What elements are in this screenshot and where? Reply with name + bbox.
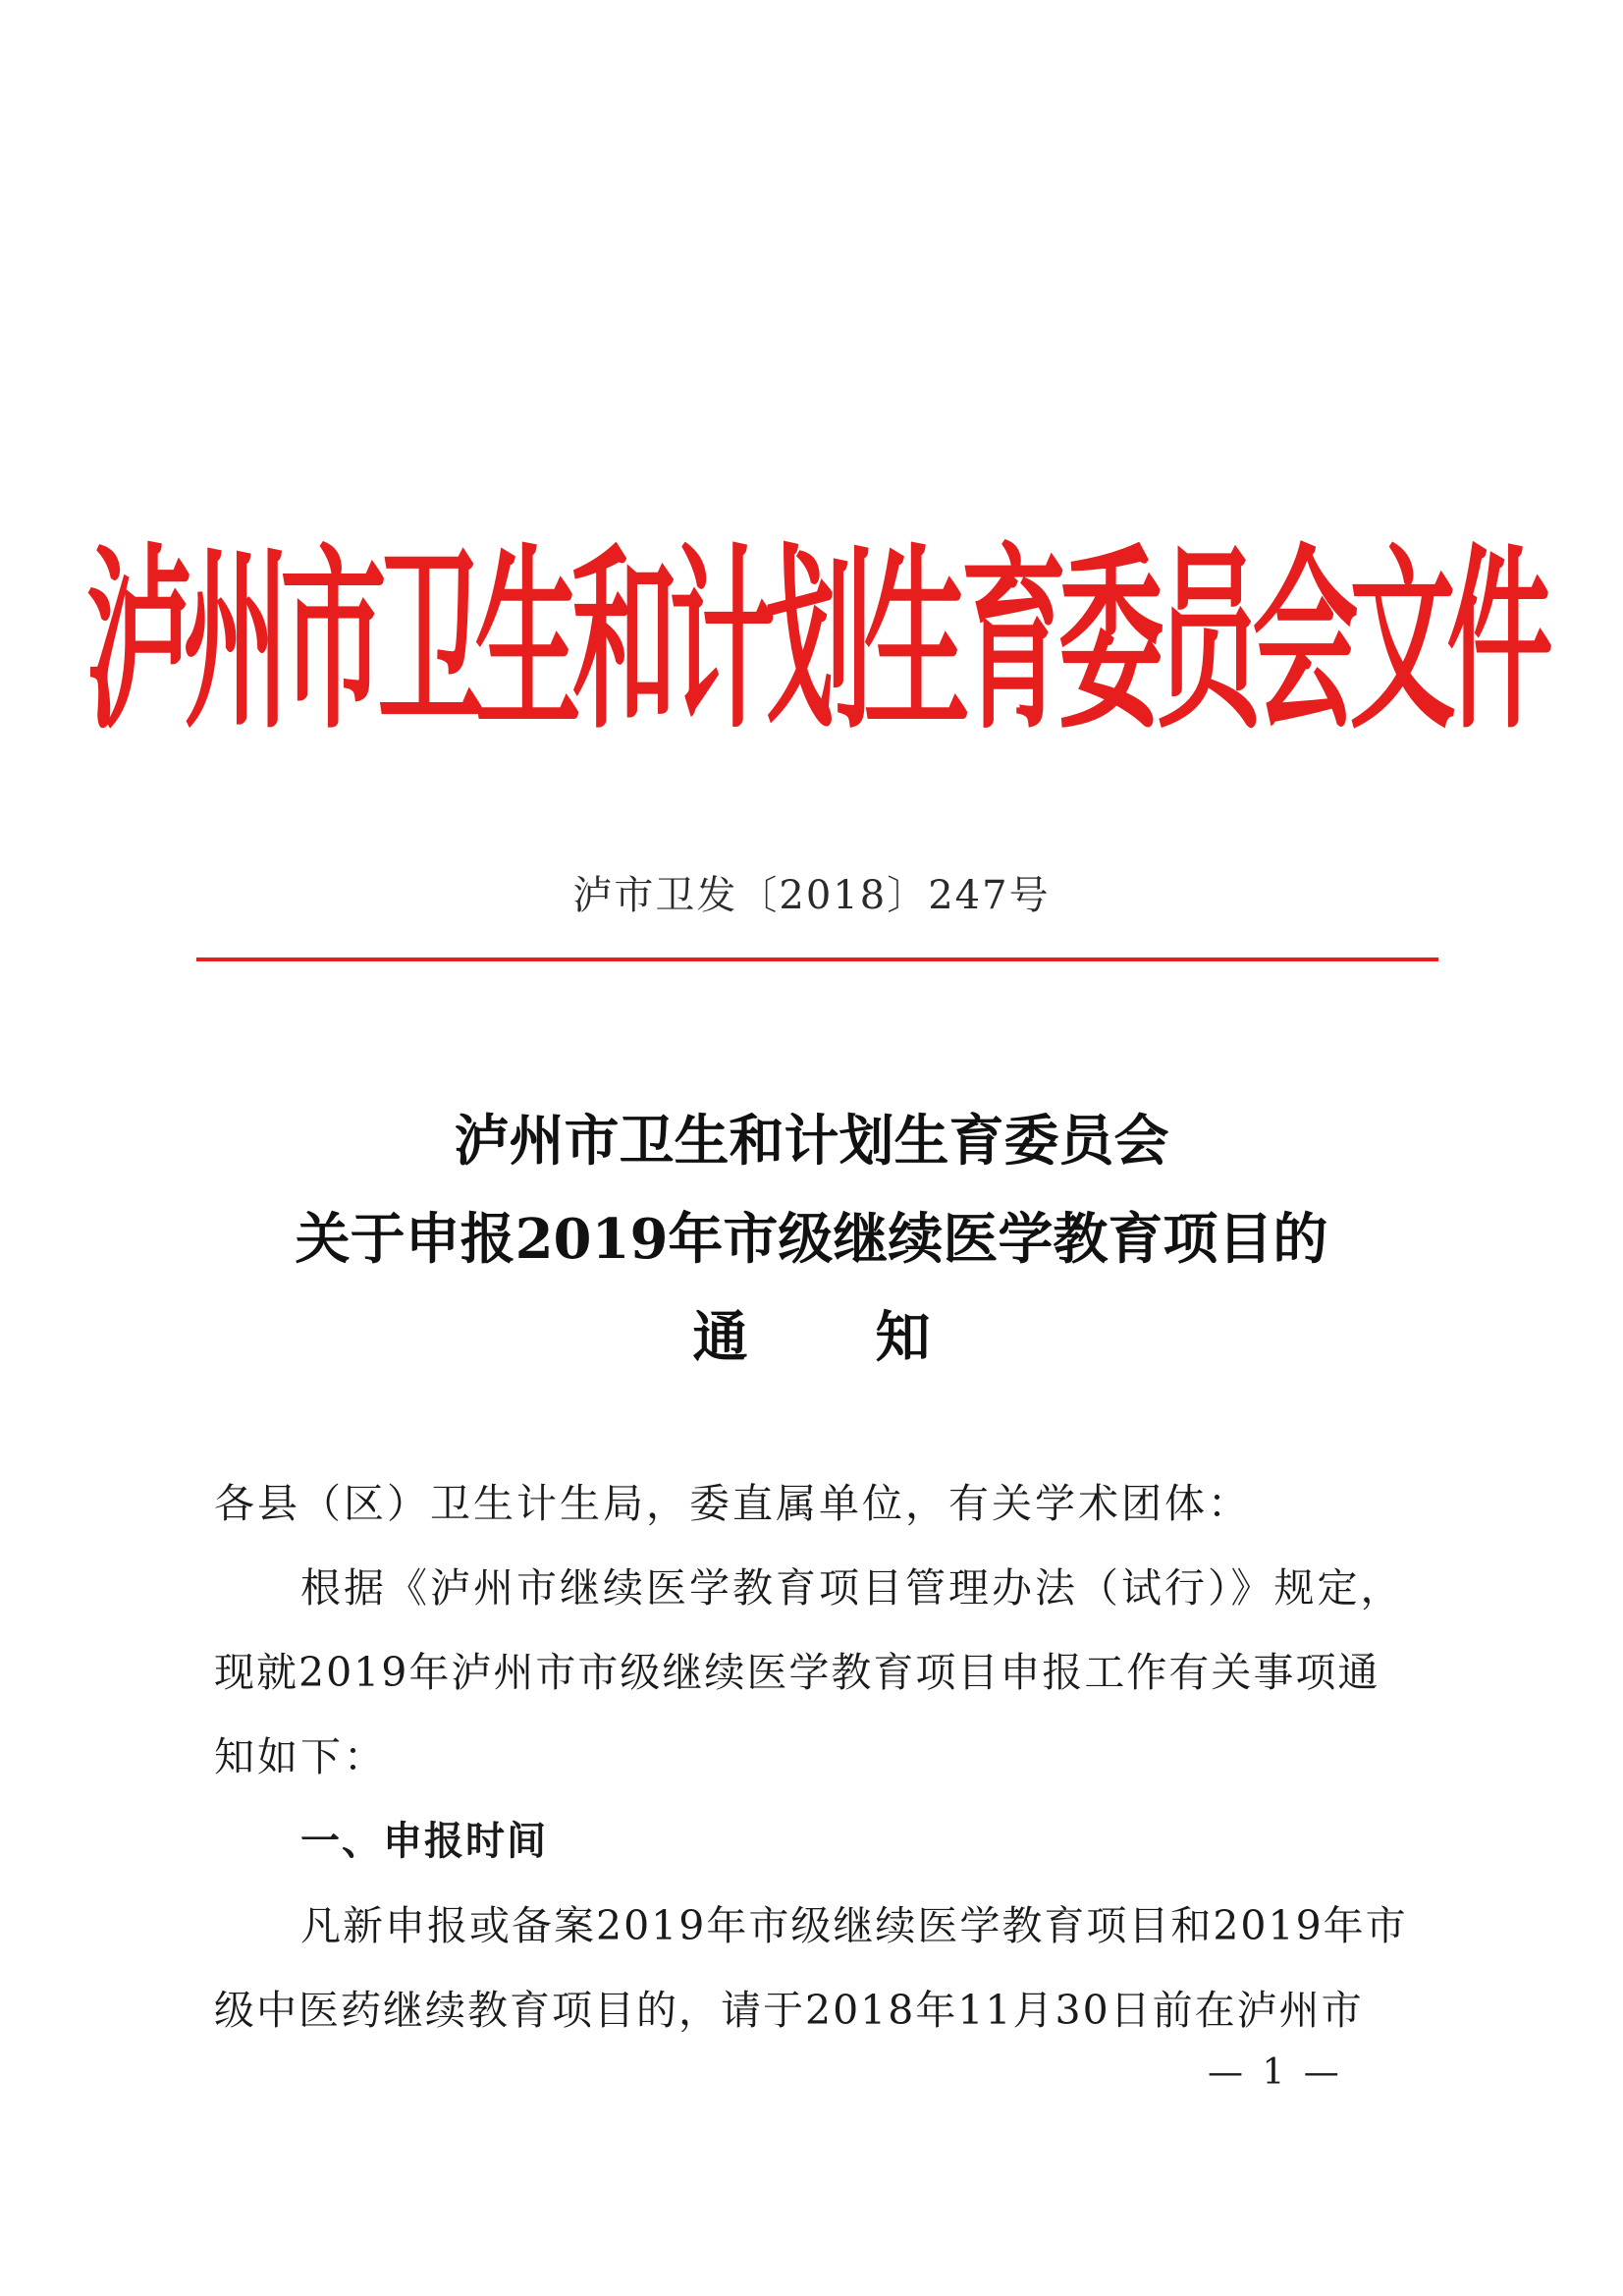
intro-line: 知如下： — [214, 1733, 387, 1780]
notice-title-line-1: 泸州市卫生和计划生育委员会 — [454, 1109, 1169, 1174]
page-number: — 1 — — [1208, 2052, 1343, 2093]
intro-line: 现就2019年泸州市市级继续医学教育项目申报工作有关事项通 — [214, 1649, 1380, 1696]
intro-paragraph — [214, 1546, 1422, 1799]
notice-title-line-3: 通知 — [692, 1305, 1058, 1370]
notice-title-line-2: 关于申报2019年市级继续医学教育项目的 — [295, 1207, 1328, 1272]
section1-paragraph — [214, 1884, 1422, 2052]
section-heading-submission-time: 一、申报时间 — [300, 1819, 548, 1864]
section1-line: 凡新申报或备案2019年市级继续医学教育项目和2019年市 — [300, 1902, 1408, 1949]
section1-line: 级中医药继续教育项目的，请于2018年11月30日前在泸州市 — [214, 1987, 1364, 2034]
document-header-title: 泸州市卫生和计划生育委员会文件 — [85, 526, 1544, 756]
salutation: 各县（区）卫生计生局，委直属单位，有关学术团体： — [214, 1480, 1251, 1527]
document-number: 泸市卫发〔2018〕247号 — [572, 873, 1051, 918]
intro-line: 根据《泸州市继续医学教育项目管理办法（试行）》规定， — [300, 1564, 1404, 1612]
header-divider — [196, 957, 1438, 961]
